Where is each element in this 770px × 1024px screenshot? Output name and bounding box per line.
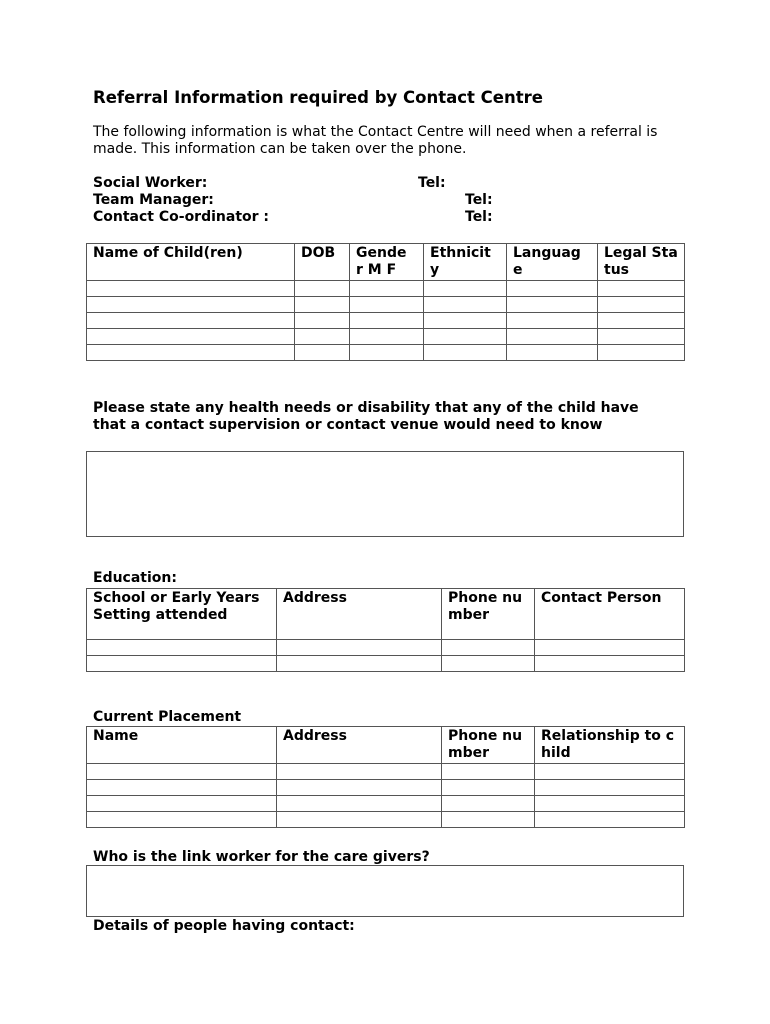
table-cell[interactable] [295, 281, 350, 297]
table-cell[interactable] [277, 656, 442, 672]
table-cell[interactable] [277, 812, 442, 828]
header-name: Name [87, 727, 277, 764]
table-cell[interactable] [424, 329, 507, 345]
table-row [87, 640, 685, 656]
table-cell[interactable] [507, 345, 598, 361]
team-manager-tel-label: Tel: [465, 192, 493, 208]
coordinator-tel-label: Tel: [465, 209, 493, 225]
table-cell[interactable] [535, 780, 685, 796]
table-cell[interactable] [598, 313, 685, 329]
table-cell[interactable] [442, 796, 535, 812]
children-table-header [87, 244, 685, 281]
header-address: Address [277, 727, 442, 764]
education-heading: Education: [93, 570, 177, 586]
header-ethnicity: Ethnicit y [424, 244, 507, 281]
table-cell[interactable] [87, 297, 295, 313]
table-row [87, 764, 685, 780]
contact-people-heading: Details of people having contact: [93, 918, 355, 934]
table-cell[interactable] [350, 329, 424, 345]
table-cell[interactable] [350, 281, 424, 297]
table-cell[interactable] [87, 812, 277, 828]
coordinator-label: Contact Co-ordinator : [93, 209, 270, 225]
social-worker-tel-label: Tel: [418, 175, 446, 191]
header-phone-number: Phone number [442, 589, 535, 640]
placement-heading: Current Placement [93, 709, 242, 725]
table-cell[interactable] [424, 313, 507, 329]
table-cell[interactable] [424, 281, 507, 297]
table-cell[interactable] [507, 329, 598, 345]
table-cell[interactable] [507, 281, 598, 297]
header-school: School or Early Years Setting attended [87, 589, 277, 640]
placement-table-header [87, 727, 685, 764]
header-gender: Gende r M F [350, 244, 424, 281]
table-cell[interactable] [277, 640, 442, 656]
page-title: Referral Information required by Contact Centre [93, 88, 543, 107]
education-table-header [87, 589, 685, 640]
table-cell[interactable] [295, 345, 350, 361]
table-cell[interactable] [442, 812, 535, 828]
link-worker-box[interactable] [86, 865, 684, 917]
intro-paragraph: The following information is what the Contact Centre will need when a referral is made. This information can be taken over the phone. [93, 124, 658, 157]
table-cell[interactable] [507, 313, 598, 329]
table-cell[interactable] [442, 780, 535, 796]
table-cell[interactable] [87, 640, 277, 656]
table-cell[interactable] [350, 313, 424, 329]
table-cell[interactable] [535, 812, 685, 828]
table-row [87, 329, 685, 345]
table-cell[interactable] [277, 780, 442, 796]
table-cell[interactable] [424, 345, 507, 361]
table-cell[interactable] [598, 297, 685, 313]
table-row [87, 812, 685, 828]
header-language: Languag e [507, 244, 598, 281]
table-cell[interactable] [535, 796, 685, 812]
health-needs-box[interactable] [86, 451, 684, 537]
header-dob: DOB [295, 244, 350, 281]
table-cell[interactable] [424, 297, 507, 313]
table-cell[interactable] [507, 297, 598, 313]
social-worker-label: Social Worker: [93, 175, 208, 191]
header-relationship: Relationship to child [535, 727, 685, 764]
placement-table [86, 726, 685, 828]
table-cell[interactable] [442, 640, 535, 656]
table-cell[interactable] [87, 780, 277, 796]
table-cell[interactable] [598, 281, 685, 297]
table-cell[interactable] [87, 764, 277, 780]
table-cell[interactable] [535, 764, 685, 780]
header-address: Address [277, 589, 442, 640]
table-row [87, 281, 685, 297]
header-phone-number: Phone number [442, 727, 535, 764]
table-cell[interactable] [87, 796, 277, 812]
table-row [87, 780, 685, 796]
header-legal-status: Legal Status [598, 244, 685, 281]
table-row [87, 345, 685, 361]
table-cell[interactable] [87, 656, 277, 672]
table-cell[interactable] [598, 345, 685, 361]
table-cell[interactable] [87, 281, 295, 297]
table-cell[interactable] [295, 297, 350, 313]
table-cell[interactable] [277, 796, 442, 812]
table-cell[interactable] [350, 297, 424, 313]
health-needs-question: Please state any health needs or disability that any of the child have that a contact supervision or contact venue would need to know [93, 400, 639, 433]
education-table [86, 588, 685, 672]
table-cell[interactable] [295, 313, 350, 329]
table-cell[interactable] [535, 656, 685, 672]
team-manager-label: Team Manager: [93, 192, 214, 208]
table-row [87, 796, 685, 812]
table-row [87, 297, 685, 313]
table-cell[interactable] [350, 345, 424, 361]
table-cell[interactable] [277, 764, 442, 780]
table-cell[interactable] [598, 329, 685, 345]
table-cell[interactable] [295, 329, 350, 345]
table-cell[interactable] [442, 764, 535, 780]
children-table [86, 243, 685, 361]
table-cell[interactable] [87, 345, 295, 361]
table-row [87, 313, 685, 329]
header-name-of-children: Name of Child(ren) [87, 244, 295, 281]
link-worker-question: Who is the link worker for the care givers? [93, 849, 430, 865]
table-cell[interactable] [442, 656, 535, 672]
header-contact-person: Contact Person [535, 589, 685, 640]
table-cell[interactable] [535, 640, 685, 656]
table-cell[interactable] [87, 313, 295, 329]
table-cell[interactable] [87, 329, 295, 345]
table-row [87, 656, 685, 672]
